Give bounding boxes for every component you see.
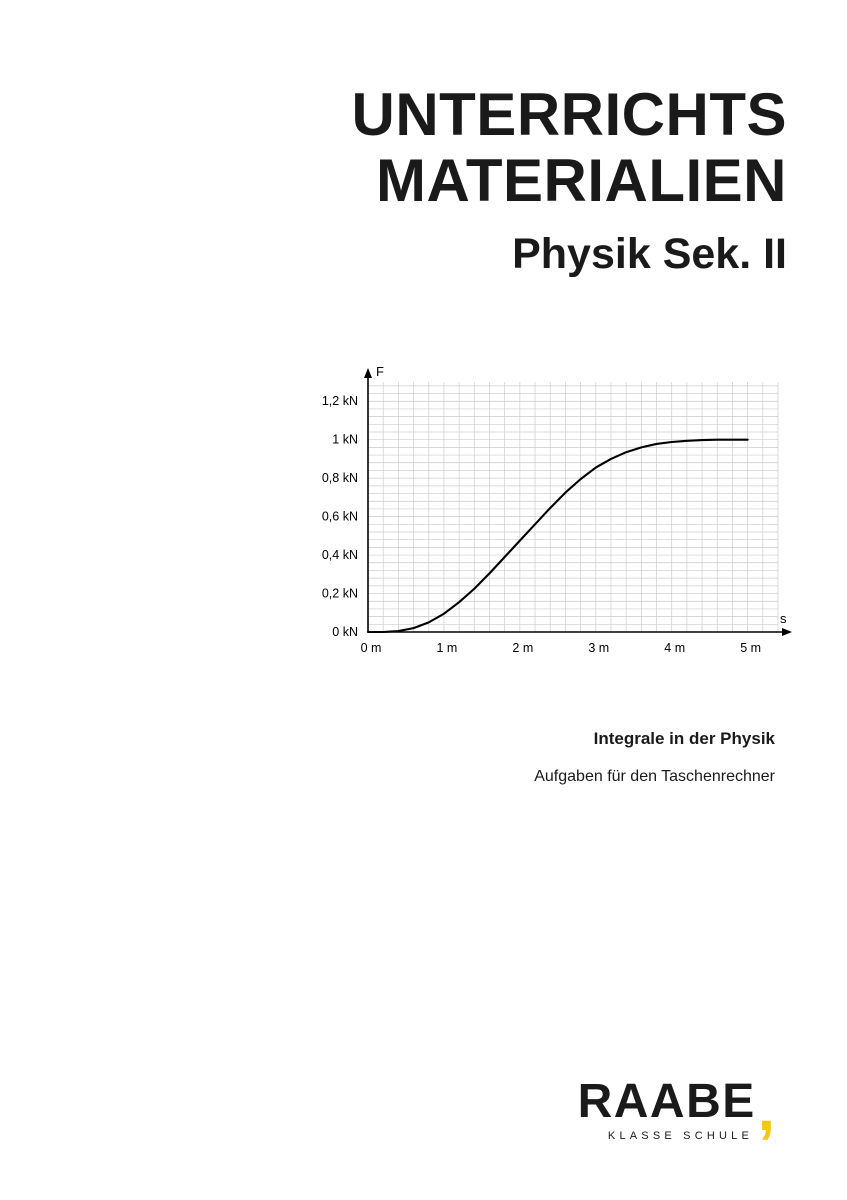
chart-svg bbox=[280, 360, 800, 690]
x-tick-label: 4 m bbox=[664, 641, 686, 655]
page-title-line1: UNTERRICHTS bbox=[351, 81, 787, 148]
x-tick-label: 0 m bbox=[360, 641, 382, 655]
y-tick-label: 0 kN bbox=[332, 625, 358, 639]
caption-block bbox=[75, 728, 775, 788]
page-title-line2: MATERIALIEN bbox=[375, 147, 787, 214]
x-tick-label: 3 m bbox=[588, 641, 610, 655]
y-tick-label: 0,6 kN bbox=[321, 509, 358, 524]
page-subtitle: Physik Sek. II bbox=[512, 230, 787, 278]
logo-comma-icon: , bbox=[757, 1075, 775, 1144]
logo-tagline: KLASSE SCHULE bbox=[607, 1130, 753, 1142]
y-tick-label: 1,2 kN bbox=[321, 394, 358, 409]
y-axis-arrow bbox=[364, 368, 372, 378]
y-axis-label: F bbox=[376, 364, 384, 379]
y-tick-label: 1 kN bbox=[332, 432, 358, 447]
x-tick-label: 1 m bbox=[436, 641, 458, 655]
caption-title: Integrale in der Physik bbox=[593, 729, 775, 748]
logo-wordmark: RAABE bbox=[577, 1075, 756, 1128]
publisher-logo bbox=[577, 1075, 775, 1144]
y-tick-label: 0,4 kN bbox=[321, 548, 358, 563]
force-distance-chart bbox=[280, 360, 800, 690]
title-block bbox=[47, 82, 787, 280]
y-tick-label: 0,2 kN bbox=[321, 586, 358, 601]
x-axis-label: s bbox=[780, 611, 787, 626]
chart-plot-area bbox=[368, 382, 778, 632]
y-tick-label: 0,8 kN bbox=[321, 471, 358, 486]
x-axis-arrow bbox=[782, 628, 792, 636]
x-tick-label: 5 m bbox=[740, 641, 762, 655]
caption-subtitle: Aufgaben für den Taschenrechner bbox=[534, 768, 775, 785]
x-tick-label: 2 m bbox=[512, 641, 534, 655]
